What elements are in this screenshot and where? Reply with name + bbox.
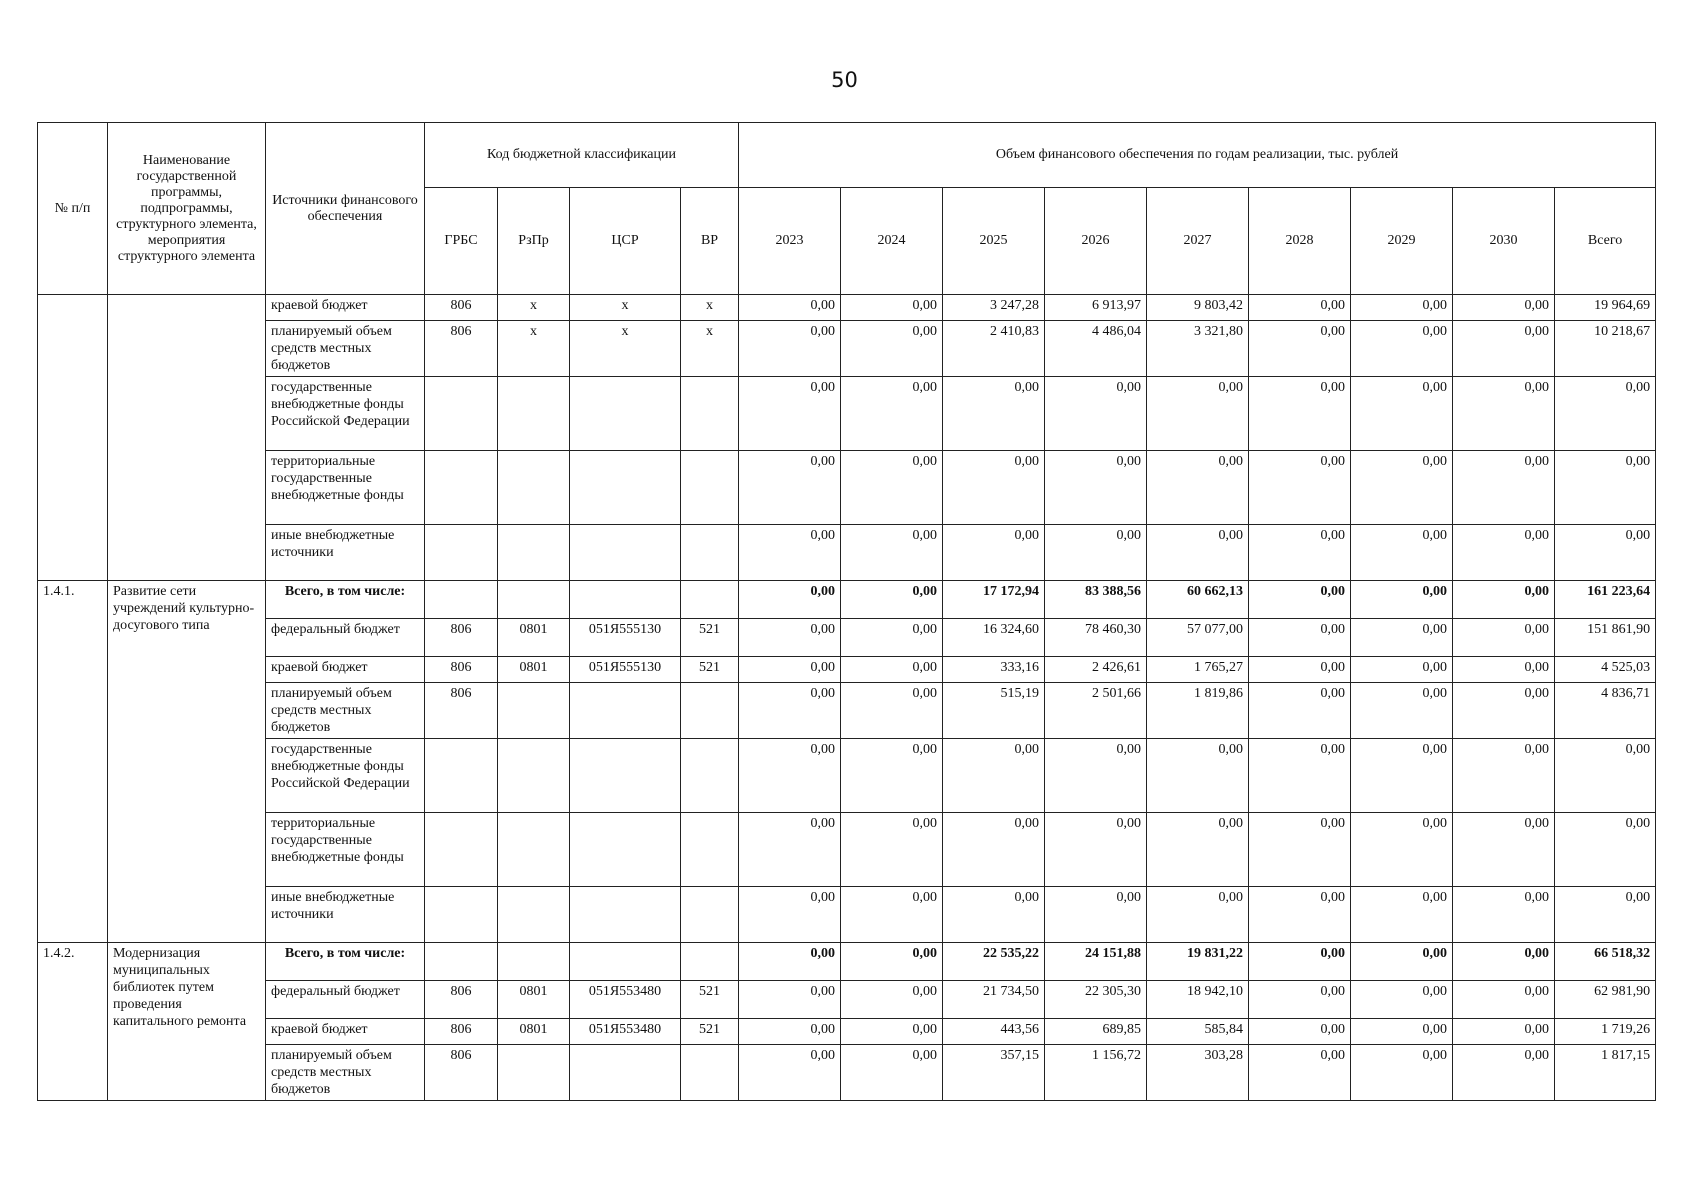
grbs-code [425,581,498,619]
year-value: 0,00 [841,981,943,1019]
year-value: 0,00 [739,295,841,321]
year-value: 0,00 [1249,581,1351,619]
year-value: 0,00 [739,1019,841,1045]
year-value: 357,15 [943,1045,1045,1101]
year-value: 0,00 [1453,619,1555,657]
header-total: Всего [1555,188,1656,295]
header-rzpr: РзПр [498,188,570,295]
total-value: 19 964,69 [1555,295,1656,321]
year-value: 0,00 [1351,377,1453,451]
item-number: 1.4.1. [38,581,108,943]
grbs-code [425,943,498,981]
header-year-2024: 2024 [841,188,943,295]
year-value: 0,00 [1249,657,1351,683]
year-value: 24 151,88 [1045,943,1147,981]
year-value: 0,00 [1147,451,1249,525]
total-value: 1 719,26 [1555,1019,1656,1045]
year-value: 0,00 [1453,295,1555,321]
item-name [108,295,266,581]
header-num: № п/п [38,123,108,295]
budget-table [37,122,1656,1101]
grbs-code: 806 [425,619,498,657]
year-value: 78 460,30 [1045,619,1147,657]
rzpr-code [498,683,570,739]
year-value: 0,00 [1351,619,1453,657]
table-header [38,123,1656,295]
rzpr-code [498,451,570,525]
grbs-code: 806 [425,1045,498,1101]
year-value: 0,00 [1249,377,1351,451]
table-row [38,525,1656,581]
funding-source: государственные внебюджетные фонды Российской Федерации [266,377,425,451]
year-value: 0,00 [1453,887,1555,943]
year-value: 0,00 [1453,377,1555,451]
year-value: 0,00 [1453,739,1555,813]
year-value: 515,19 [943,683,1045,739]
year-value: 585,84 [1147,1019,1249,1045]
year-value: 0,00 [841,657,943,683]
rzpr-code: 0801 [498,657,570,683]
year-value: 1 156,72 [1045,1045,1147,1101]
total-value: 62 981,90 [1555,981,1656,1019]
total-value: 4 836,71 [1555,683,1656,739]
year-value: 4 486,04 [1045,321,1147,377]
year-value: 0,00 [1045,887,1147,943]
header-year-2027: 2027 [1147,188,1249,295]
csr-code [570,943,681,981]
funding-source: территориальные государственные внебюджетные фонды [266,813,425,887]
year-value: 0,00 [1351,887,1453,943]
year-value: 0,00 [841,525,943,581]
year-value: 0,00 [1147,377,1249,451]
year-value: 0,00 [1351,525,1453,581]
rzpr-code [498,377,570,451]
year-value: 3 321,80 [1147,321,1249,377]
year-value: 0,00 [943,525,1045,581]
total-value: 151 861,90 [1555,619,1656,657]
vr-code [681,887,739,943]
year-value: 0,00 [1351,943,1453,981]
year-value: 0,00 [1045,813,1147,887]
year-value: 0,00 [841,943,943,981]
table-row [38,377,1656,451]
year-value: 6 913,97 [1045,295,1147,321]
rzpr-code: х [498,321,570,377]
year-value: 19 831,22 [1147,943,1249,981]
funding-source: краевой бюджет [266,1019,425,1045]
table-row [38,1045,1656,1101]
vr-code [681,525,739,581]
vr-code: 521 [681,981,739,1019]
year-value: 2 501,66 [1045,683,1147,739]
year-value: 0,00 [739,525,841,581]
grbs-code [425,887,498,943]
year-value: 0,00 [739,887,841,943]
year-value: 0,00 [1351,451,1453,525]
year-value: 0,00 [841,1045,943,1101]
year-value: 9 803,42 [1147,295,1249,321]
csr-code [570,887,681,943]
year-value: 0,00 [739,981,841,1019]
year-value: 0,00 [1453,657,1555,683]
item-number: 1.4.2. [38,943,108,1101]
year-value: 0,00 [1351,1045,1453,1101]
csr-code [570,451,681,525]
year-value: 57 077,00 [1147,619,1249,657]
year-value: 0,00 [1351,581,1453,619]
year-value: 0,00 [1453,1045,1555,1101]
year-value: 0,00 [739,813,841,887]
year-value: 0,00 [841,377,943,451]
year-value: 0,00 [739,739,841,813]
grbs-code [425,739,498,813]
year-value: 0,00 [1249,295,1351,321]
year-value: 0,00 [1249,1019,1351,1045]
page-number: 50 [831,68,858,92]
year-value: 0,00 [1249,525,1351,581]
rzpr-code: х [498,295,570,321]
year-value: 3 247,28 [943,295,1045,321]
csr-code [570,813,681,887]
funding-source: планируемый объем средств местных бюджетов [266,1045,425,1101]
year-value: 0,00 [1351,739,1453,813]
rzpr-code [498,1045,570,1101]
year-value: 0,00 [841,739,943,813]
year-value: 0,00 [1045,525,1147,581]
year-value: 0,00 [1453,321,1555,377]
vr-code [681,1045,739,1101]
table-row-total [38,581,1656,619]
rzpr-code [498,887,570,943]
table-row [38,619,1656,657]
year-value: 83 388,56 [1045,581,1147,619]
header-name: Наименование государственной программы, подпрограммы, структурного элемента, мероприятия структурного элемента [108,123,266,295]
year-value: 0,00 [1249,739,1351,813]
table-row [38,657,1656,683]
year-value: 0,00 [1249,321,1351,377]
year-value: 0,00 [841,295,943,321]
funding-source: иные внебюджетные источники [266,525,425,581]
csr-code: 051Я553480 [570,981,681,1019]
year-value: 0,00 [1147,525,1249,581]
year-value: 16 324,60 [943,619,1045,657]
year-value: 60 662,13 [1147,581,1249,619]
funding-source: федеральный бюджет [266,981,425,1019]
funding-source: государственные внебюджетные фонды Российской Федерации [266,739,425,813]
vr-code [681,683,739,739]
year-value: 0,00 [1351,813,1453,887]
year-value: 0,00 [1045,377,1147,451]
total-value: 0,00 [1555,451,1656,525]
table-row [38,981,1656,1019]
year-value: 0,00 [1147,887,1249,943]
year-value: 0,00 [1045,451,1147,525]
header-year-2029: 2029 [1351,188,1453,295]
item-name: Развитие сети учреждений культурно-досугового типа [108,581,266,943]
vr-code [681,451,739,525]
year-value: 0,00 [1147,813,1249,887]
csr-code: 051Я555130 [570,657,681,683]
csr-code [570,1045,681,1101]
funding-source: краевой бюджет [266,295,425,321]
year-value: 0,00 [1351,657,1453,683]
year-value: 0,00 [943,813,1045,887]
funding-source: федеральный бюджет [266,619,425,657]
year-value: 17 172,94 [943,581,1045,619]
year-value: 0,00 [1045,739,1147,813]
year-value: 2 410,83 [943,321,1045,377]
year-value: 0,00 [1249,887,1351,943]
year-value: 0,00 [1249,1045,1351,1101]
year-value: 303,28 [1147,1045,1249,1101]
year-value: 1 765,27 [1147,657,1249,683]
year-value: 0,00 [841,619,943,657]
year-value: 0,00 [739,1045,841,1101]
table-row [38,813,1656,887]
header-grbs: ГРБС [425,188,498,295]
rzpr-code: 0801 [498,981,570,1019]
grbs-code [425,377,498,451]
vr-code [681,581,739,619]
total-value: 4 525,03 [1555,657,1656,683]
year-value: 0,00 [1453,581,1555,619]
total-value: 10 218,67 [1555,321,1656,377]
year-value: 0,00 [1351,683,1453,739]
year-value: 0,00 [1249,943,1351,981]
grbs-code: 806 [425,981,498,1019]
grbs-code: 806 [425,1019,498,1045]
year-value: 0,00 [1453,525,1555,581]
vr-code: 521 [681,657,739,683]
year-value: 0,00 [943,739,1045,813]
year-value: 0,00 [1147,739,1249,813]
grbs-code: 806 [425,657,498,683]
header-source: Источники финансового обеспечения [266,123,425,295]
header-year-2030: 2030 [1453,188,1555,295]
total-value: 0,00 [1555,377,1656,451]
year-value: 0,00 [1351,321,1453,377]
table-row [38,1019,1656,1045]
table-row-total [38,943,1656,981]
total-value: 1 817,15 [1555,1045,1656,1101]
year-value: 0,00 [943,377,1045,451]
csr-code [570,525,681,581]
year-value: 0,00 [1453,813,1555,887]
header-year-2023: 2023 [739,188,841,295]
year-value: 21 734,50 [943,981,1045,1019]
year-value: 0,00 [739,657,841,683]
csr-code: х [570,295,681,321]
header-year-2026: 2026 [1045,188,1147,295]
year-value: 0,00 [841,581,943,619]
year-value: 0,00 [841,683,943,739]
year-value: 0,00 [1351,1019,1453,1045]
vr-code [681,813,739,887]
table-row [38,321,1656,377]
header-year-2028: 2028 [1249,188,1351,295]
vr-code: 521 [681,619,739,657]
total-value: 0,00 [1555,813,1656,887]
year-value: 0,00 [1351,981,1453,1019]
year-value: 0,00 [739,321,841,377]
grbs-code: 806 [425,321,498,377]
year-value: 0,00 [739,377,841,451]
total-value: 66 518,32 [1555,943,1656,981]
year-value: 0,00 [739,943,841,981]
year-value: 0,00 [943,887,1045,943]
year-value: 0,00 [739,451,841,525]
item-name: Модернизация муниципальных библиотек путем проведения капитального ремонта [108,943,266,1101]
grbs-code [425,525,498,581]
csr-code [570,377,681,451]
rzpr-code [498,581,570,619]
vr-code: х [681,321,739,377]
year-value: 0,00 [1453,1019,1555,1045]
vr-code: х [681,295,739,321]
year-value: 18 942,10 [1147,981,1249,1019]
header-csr: ЦСР [570,188,681,295]
table-row [38,451,1656,525]
year-value: 0,00 [1249,813,1351,887]
table-row [38,683,1656,739]
grbs-code [425,451,498,525]
year-value: 333,16 [943,657,1045,683]
year-value: 0,00 [739,683,841,739]
year-value: 1 819,86 [1147,683,1249,739]
year-value: 22 305,30 [1045,981,1147,1019]
year-value: 443,56 [943,1019,1045,1045]
year-value: 0,00 [1351,295,1453,321]
year-value: 0,00 [841,813,943,887]
total-value: 0,00 [1555,887,1656,943]
rzpr-code [498,943,570,981]
year-value: 0,00 [1249,451,1351,525]
year-value: 0,00 [1453,451,1555,525]
year-value: 0,00 [841,1019,943,1045]
csr-code [570,683,681,739]
funding-source: планируемый объем средств местных бюджетов [266,683,425,739]
csr-code [570,739,681,813]
year-value: 22 535,22 [943,943,1045,981]
vr-code [681,943,739,981]
item-number [38,295,108,581]
csr-code: 051Я555130 [570,619,681,657]
table-row [38,295,1656,321]
vr-code [681,377,739,451]
year-value: 0,00 [1453,943,1555,981]
rzpr-code: 0801 [498,619,570,657]
header-volume: Объем финансового обеспечения по годам реализации, тыс. рублей [739,123,1656,188]
grbs-code: 806 [425,683,498,739]
year-value: 2 426,61 [1045,657,1147,683]
rzpr-code: 0801 [498,1019,570,1045]
year-value: 0,00 [841,451,943,525]
year-value: 0,00 [841,321,943,377]
csr-code: 051Я553480 [570,1019,681,1045]
year-value: 0,00 [1453,683,1555,739]
total-value: 0,00 [1555,525,1656,581]
funding-source: территориальные государственные внебюджетные фонды [266,451,425,525]
table-body [38,295,1656,1101]
year-value: 0,00 [1249,683,1351,739]
csr-code: х [570,321,681,377]
year-value: 0,00 [841,887,943,943]
total-value: 161 223,64 [1555,581,1656,619]
funding-source: краевой бюджет [266,657,425,683]
year-value: 0,00 [943,451,1045,525]
funding-source: планируемый объем средств местных бюджетов [266,321,425,377]
rzpr-code [498,525,570,581]
funding-source: Всего, в том числе: [266,943,425,981]
year-value: 689,85 [1045,1019,1147,1045]
total-value: 0,00 [1555,739,1656,813]
year-value: 0,00 [1453,981,1555,1019]
table-row [38,739,1656,813]
year-value: 0,00 [1249,981,1351,1019]
funding-source: иные внебюджетные источники [266,887,425,943]
rzpr-code [498,813,570,887]
rzpr-code [498,739,570,813]
grbs-code [425,813,498,887]
csr-code [570,581,681,619]
vr-code [681,739,739,813]
header-kbk: Код бюджетной классификации [425,123,739,188]
table-row [38,887,1656,943]
grbs-code: 806 [425,295,498,321]
year-value: 0,00 [739,619,841,657]
year-value: 0,00 [1249,619,1351,657]
header-vr: ВР [681,188,739,295]
funding-source: Всего, в том числе: [266,581,425,619]
vr-code: 521 [681,1019,739,1045]
year-value: 0,00 [739,581,841,619]
header-year-2025: 2025 [943,188,1045,295]
